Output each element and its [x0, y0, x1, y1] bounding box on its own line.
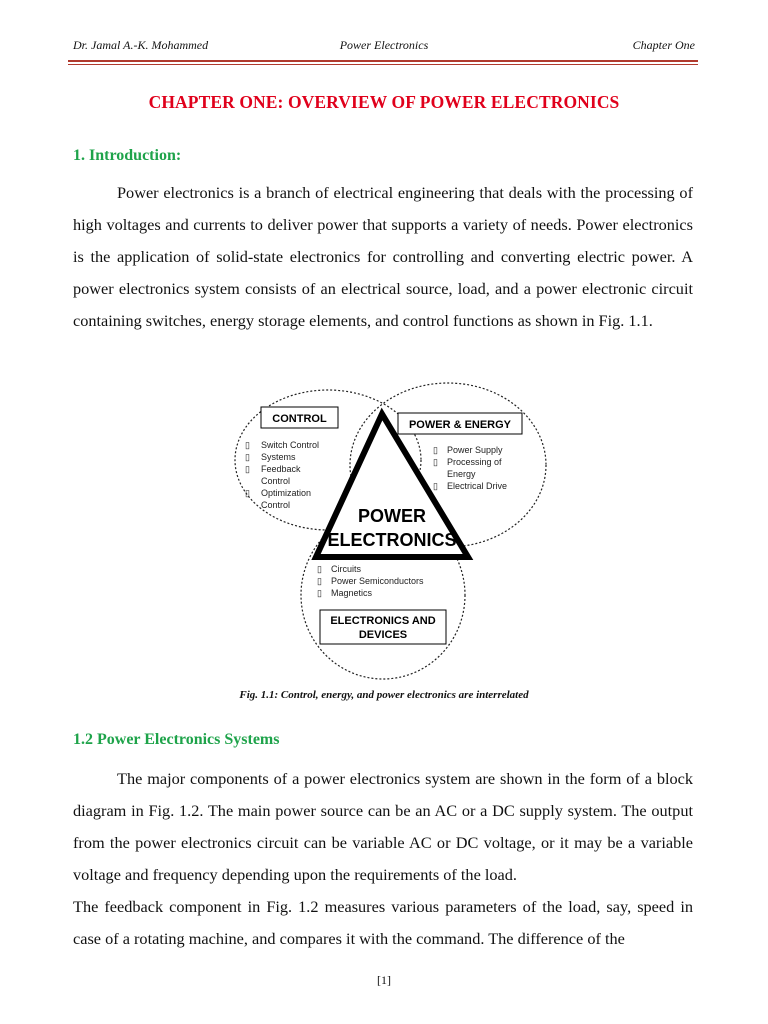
center-label-power: POWER	[357, 506, 427, 526]
control-item: Switch Control	[261, 440, 320, 450]
section-heading-introduction: 1. Introduction:	[73, 147, 182, 164]
page-header	[73, 36, 695, 56]
figure-venn-diagram	[228, 380, 550, 684]
svg-text:▯: ▯	[245, 488, 250, 498]
figure-caption: Fig. 1.1: Control, energy, and power electronics are interrelated	[239, 689, 529, 701]
devices-box-label-1: ELECTRONICS AND	[330, 615, 436, 627]
power-item: Electrical Drive	[447, 481, 508, 491]
power-item: Energy	[447, 469, 476, 479]
header-chapter: Chapter One	[632, 38, 695, 52]
header-rule	[68, 60, 698, 62]
svg-text:▯: ▯	[317, 576, 322, 586]
power-energy-box-label: POWER & ENERGY	[408, 419, 512, 431]
control-item: Control	[261, 500, 291, 510]
svg-text:▯: ▯	[433, 481, 438, 491]
devices-box-label-2: DEVICES	[358, 629, 408, 641]
control-box-label: CONTROL	[272, 413, 327, 425]
svg-text:▯: ▯	[317, 588, 322, 598]
intro-paragraph	[73, 177, 693, 337]
systems-paragraph-1	[73, 763, 693, 891]
page-number: [1]	[377, 973, 391, 987]
intro-paragraph-text: Power electronics is a branch of electrical engineering that deals with the processing of high voltages and currents to deliver power that supports a variety of needs. Power electronics is the application of solid-state electronics for controlling and converting electric power. A power electronics system consists of an electrical source, load, and a power electronic circuit containing switches, energy storage elements, and control functions as shown in Fig. 1.1.	[73, 183, 693, 330]
power-item: Power Supply	[447, 445, 503, 455]
systems-paragraph-1-text: The major components of a power electronics system are shown in the form of a block diagram in Fig. 1.2. The main power source can be an AC or a DC supply system. The output from the power electronics circuit can be variable AC or DC voltage, or it may be a variable voltage and frequency depending upon the requirements of the load.	[73, 769, 693, 884]
header-subject: Power Electronics	[339, 38, 429, 52]
devices-item: Circuits	[331, 564, 362, 574]
svg-text:▯: ▯	[245, 452, 250, 462]
devices-item: Magnetics	[331, 588, 373, 598]
power-item: Processing of	[447, 457, 502, 467]
control-item: Systems	[261, 452, 296, 462]
header-rule-thin	[68, 64, 698, 65]
section-heading-systems: 1.2 Power Electronics Systems	[73, 731, 280, 748]
control-item: Optimization	[261, 488, 312, 498]
svg-text:▯: ▯	[245, 464, 250, 474]
devices-item: Power Semiconductors	[331, 576, 424, 586]
svg-text:▯: ▯	[433, 457, 438, 467]
center-label-electronics: ELECTRONICS	[327, 530, 457, 550]
control-item: Control	[261, 476, 291, 486]
svg-text:▯: ▯	[433, 445, 438, 455]
control-item: Feedback	[261, 464, 301, 474]
systems-paragraph-2: The feedback component in Fig. 1.2 measures various parameters of the load, say, speed in case of a rotating machine, and compares it with the command. The difference of the	[73, 897, 693, 948]
header-author: Dr. Jamal A.-K. Mohammed	[73, 38, 209, 52]
svg-text:▯: ▯	[317, 564, 322, 574]
svg-text:▯: ▯	[245, 440, 250, 450]
chapter-title: CHAPTER ONE: OVERVIEW OF POWER ELECTRONICS	[148, 92, 620, 112]
